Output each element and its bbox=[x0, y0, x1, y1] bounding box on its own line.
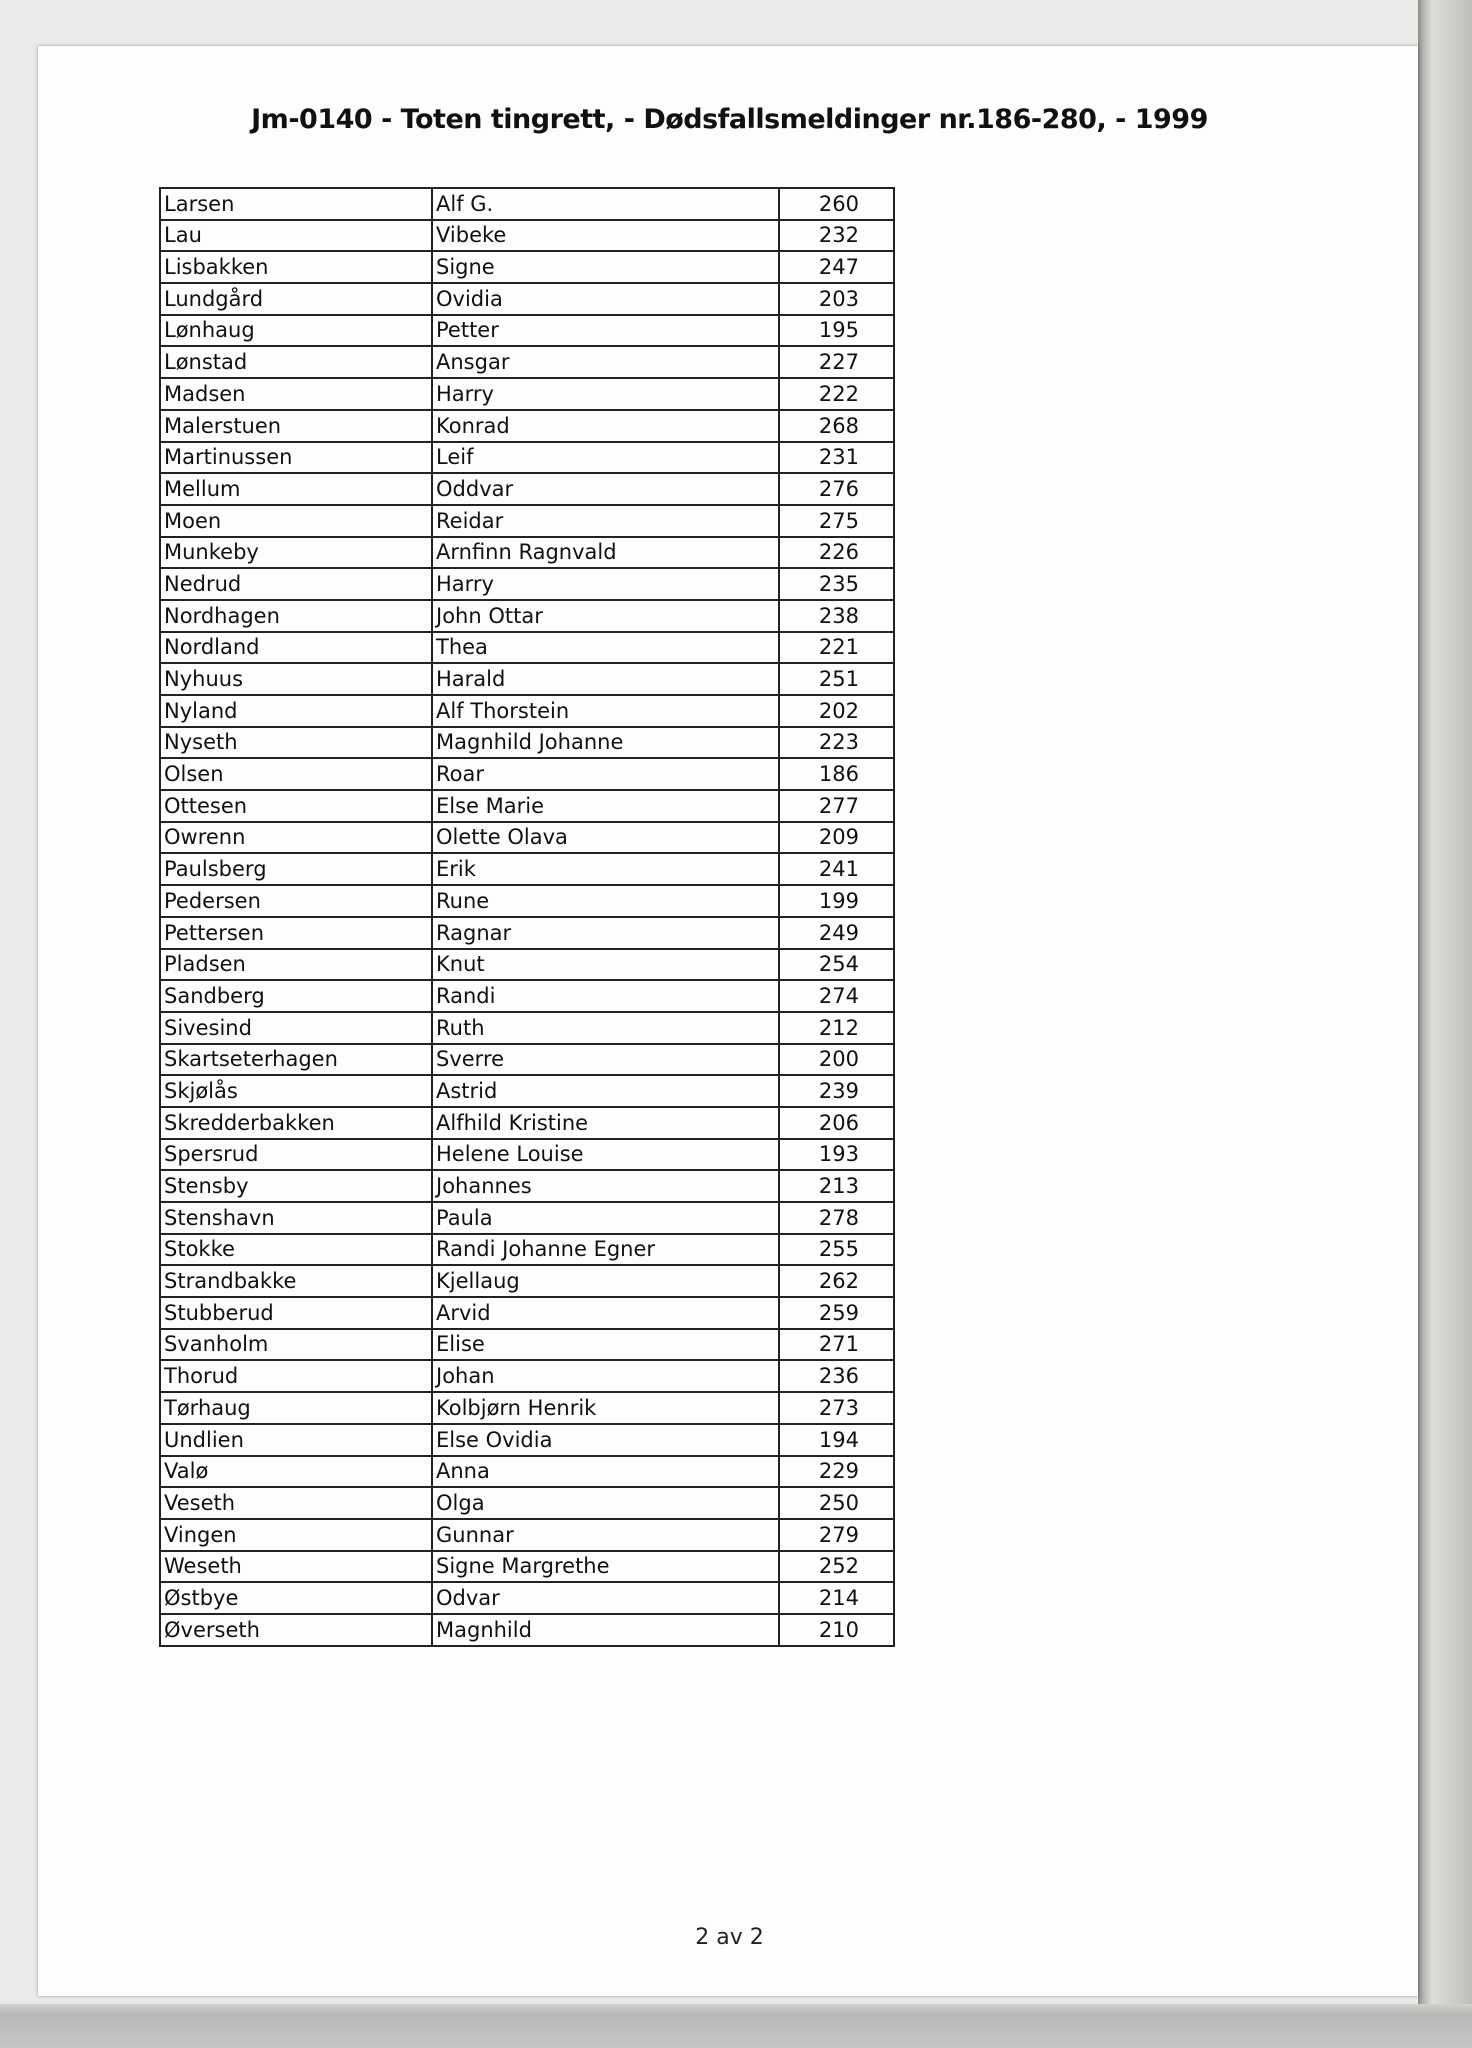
given-name-cell: Randi bbox=[432, 980, 779, 1012]
notice-number-cell: 247 bbox=[779, 251, 894, 283]
given-name-cell: Signe bbox=[432, 251, 779, 283]
notice-number-cell: 221 bbox=[779, 632, 894, 664]
table-row bbox=[160, 1424, 894, 1456]
given-name-cell: Konrad bbox=[432, 410, 779, 442]
table-row bbox=[160, 885, 894, 917]
document-title: Jm-0140 - Toten tingrett, - Dødsfallsmeldinger nr.186-280, - 1999 bbox=[251, 104, 1208, 135]
surname-cell: Nyland bbox=[160, 695, 432, 727]
notice-number-cell: 223 bbox=[779, 727, 894, 759]
notice-number-cell: 213 bbox=[779, 1170, 894, 1202]
notice-number-cell: 209 bbox=[779, 822, 894, 854]
given-name-cell: Johannes bbox=[432, 1170, 779, 1202]
table-row bbox=[160, 568, 894, 600]
notice-number-cell: 202 bbox=[779, 695, 894, 727]
table-body bbox=[160, 188, 894, 1646]
given-name-cell: Ansgar bbox=[432, 346, 779, 378]
table-row bbox=[160, 537, 894, 569]
given-name-cell: Harald bbox=[432, 663, 779, 695]
notice-number-cell: 199 bbox=[779, 885, 894, 917]
surname-cell: Undlien bbox=[160, 1424, 432, 1456]
table-row bbox=[160, 473, 894, 505]
given-name-cell: Paula bbox=[432, 1202, 779, 1234]
notice-number-cell: 210 bbox=[779, 1614, 894, 1646]
given-name-cell: Randi Johanne Egner bbox=[432, 1234, 779, 1266]
notice-number-cell: 262 bbox=[779, 1265, 894, 1297]
notice-number-cell: 235 bbox=[779, 568, 894, 600]
notice-number-cell: 268 bbox=[779, 410, 894, 442]
table-row bbox=[160, 1392, 894, 1424]
table-row bbox=[160, 251, 894, 283]
notice-number-cell: 249 bbox=[779, 917, 894, 949]
given-name-cell: Arvid bbox=[432, 1297, 779, 1329]
notice-number-cell: 203 bbox=[779, 283, 894, 315]
notice-number-cell: 194 bbox=[779, 1424, 894, 1456]
table-row bbox=[160, 917, 894, 949]
surname-cell: Vingen bbox=[160, 1519, 432, 1551]
table-row bbox=[160, 1139, 894, 1171]
notice-number-cell: 259 bbox=[779, 1297, 894, 1329]
surname-cell: Nyseth bbox=[160, 727, 432, 759]
table-row bbox=[160, 1202, 894, 1234]
notice-number-cell: 222 bbox=[779, 378, 894, 410]
table-row bbox=[160, 632, 894, 664]
notice-number-cell: 275 bbox=[779, 505, 894, 537]
notice-number-cell: 276 bbox=[779, 473, 894, 505]
given-name-cell: Else Marie bbox=[432, 790, 779, 822]
table-row bbox=[160, 1551, 894, 1583]
given-name-cell: John Ottar bbox=[432, 600, 779, 632]
surname-cell: Nyhuus bbox=[160, 663, 432, 695]
given-name-cell: Olette Olava bbox=[432, 822, 779, 854]
table-row bbox=[160, 410, 894, 442]
surname-cell: Stokke bbox=[160, 1234, 432, 1266]
table-row bbox=[160, 283, 894, 315]
table-row bbox=[160, 1265, 894, 1297]
notice-number-cell: 278 bbox=[779, 1202, 894, 1234]
surname-cell: Nedrud bbox=[160, 568, 432, 600]
notice-number-cell: 277 bbox=[779, 790, 894, 822]
surname-cell: Valø bbox=[160, 1456, 432, 1488]
given-name-cell: Thea bbox=[432, 632, 779, 664]
notice-number-cell: 241 bbox=[779, 853, 894, 885]
given-name-cell: Arnfinn Ragnvald bbox=[432, 537, 779, 569]
given-name-cell: Astrid bbox=[432, 1075, 779, 1107]
given-name-cell: Johan bbox=[432, 1360, 779, 1392]
notice-number-cell: 252 bbox=[779, 1551, 894, 1583]
given-name-cell: Harry bbox=[432, 568, 779, 600]
notice-number-cell: 193 bbox=[779, 1139, 894, 1171]
given-name-cell: Reidar bbox=[432, 505, 779, 537]
given-name-cell: Petter bbox=[432, 315, 779, 347]
table-row bbox=[160, 1044, 894, 1076]
notice-number-cell: 274 bbox=[779, 980, 894, 1012]
surname-cell: Nordhagen bbox=[160, 600, 432, 632]
table-row bbox=[160, 1456, 894, 1488]
table-row bbox=[160, 1234, 894, 1266]
surname-cell: Stenshavn bbox=[160, 1202, 432, 1234]
surname-cell: Veseth bbox=[160, 1487, 432, 1519]
notice-number-cell: 186 bbox=[779, 758, 894, 790]
surname-cell: Martinussen bbox=[160, 442, 432, 474]
given-name-cell: Ovidia bbox=[432, 283, 779, 315]
given-name-cell: Else Ovidia bbox=[432, 1424, 779, 1456]
given-name-cell: Erik bbox=[432, 853, 779, 885]
death-notices-table bbox=[159, 187, 895, 1647]
given-name-cell: Signe Margrethe bbox=[432, 1551, 779, 1583]
table-row bbox=[160, 1582, 894, 1614]
given-name-cell: Magnhild Johanne bbox=[432, 727, 779, 759]
surname-cell: Lundgård bbox=[160, 283, 432, 315]
given-name-cell: Anna bbox=[432, 1456, 779, 1488]
surname-cell: Skartseterhagen bbox=[160, 1044, 432, 1076]
given-name-cell: Harry bbox=[432, 378, 779, 410]
notice-number-cell: 229 bbox=[779, 1456, 894, 1488]
scan-bottom-edge bbox=[0, 2004, 1472, 2048]
given-name-cell: Rune bbox=[432, 885, 779, 917]
notice-number-cell: 273 bbox=[779, 1392, 894, 1424]
given-name-cell: Alf Thorstein bbox=[432, 695, 779, 727]
notice-number-cell: 212 bbox=[779, 1012, 894, 1044]
given-name-cell: Leif bbox=[432, 442, 779, 474]
surname-cell: Pladsen bbox=[160, 949, 432, 981]
table-row bbox=[160, 315, 894, 347]
notice-number-cell: 227 bbox=[779, 346, 894, 378]
table-row bbox=[160, 505, 894, 537]
table-row bbox=[160, 1297, 894, 1329]
given-name-cell: Gunnar bbox=[432, 1519, 779, 1551]
table-row bbox=[160, 442, 894, 474]
notice-number-cell: 206 bbox=[779, 1107, 894, 1139]
given-name-cell: Olga bbox=[432, 1487, 779, 1519]
surname-cell: Lisbakken bbox=[160, 251, 432, 283]
given-name-cell: Vibeke bbox=[432, 220, 779, 252]
table-row bbox=[160, 1075, 894, 1107]
notice-number-cell: 214 bbox=[779, 1582, 894, 1614]
given-name-cell: Ruth bbox=[432, 1012, 779, 1044]
given-name-cell: Magnhild bbox=[432, 1614, 779, 1646]
notice-number-cell: 200 bbox=[779, 1044, 894, 1076]
notice-number-cell: 250 bbox=[779, 1487, 894, 1519]
notice-number-cell: 195 bbox=[779, 315, 894, 347]
surname-cell: Stubberud bbox=[160, 1297, 432, 1329]
given-name-cell: Kolbjørn Henrik bbox=[432, 1392, 779, 1424]
table-row bbox=[160, 663, 894, 695]
surname-cell: Sivesind bbox=[160, 1012, 432, 1044]
notice-number-cell: 231 bbox=[779, 442, 894, 474]
page-number: 2 av 2 bbox=[695, 1925, 764, 1950]
table-row bbox=[160, 1519, 894, 1551]
table-row bbox=[160, 378, 894, 410]
surname-cell: Pedersen bbox=[160, 885, 432, 917]
table-row bbox=[160, 695, 894, 727]
given-name-cell: Helene Louise bbox=[432, 1139, 779, 1171]
surname-cell: Paulsberg bbox=[160, 853, 432, 885]
surname-cell: Olsen bbox=[160, 758, 432, 790]
surname-cell: Moen bbox=[160, 505, 432, 537]
table-row bbox=[160, 1329, 894, 1361]
surname-cell: Lønstad bbox=[160, 346, 432, 378]
table-row bbox=[160, 727, 894, 759]
notice-number-cell: 236 bbox=[779, 1360, 894, 1392]
table-row bbox=[160, 1360, 894, 1392]
table-row bbox=[160, 1170, 894, 1202]
surname-cell: Skredderbakken bbox=[160, 1107, 432, 1139]
surname-cell: Svanholm bbox=[160, 1329, 432, 1361]
given-name-cell: Sverre bbox=[432, 1044, 779, 1076]
given-name-cell: Oddvar bbox=[432, 473, 779, 505]
table-row bbox=[160, 853, 894, 885]
notice-number-cell: 226 bbox=[779, 537, 894, 569]
given-name-cell: Kjellaug bbox=[432, 1265, 779, 1297]
table-row bbox=[160, 1107, 894, 1139]
notice-number-cell: 254 bbox=[779, 949, 894, 981]
given-name-cell: Knut bbox=[432, 949, 779, 981]
surname-cell: Sandberg bbox=[160, 980, 432, 1012]
given-name-cell: Alf G. bbox=[432, 188, 779, 220]
table-row bbox=[160, 600, 894, 632]
table-row bbox=[160, 1614, 894, 1646]
surname-cell: Nordland bbox=[160, 632, 432, 664]
notice-number-cell: 255 bbox=[779, 1234, 894, 1266]
given-name-cell: Ragnar bbox=[432, 917, 779, 949]
table-row bbox=[160, 220, 894, 252]
surname-cell: Munkeby bbox=[160, 537, 432, 569]
surname-cell: Thorud bbox=[160, 1360, 432, 1392]
table-row bbox=[160, 346, 894, 378]
notice-number-cell: 279 bbox=[779, 1519, 894, 1551]
surname-cell: Østbye bbox=[160, 1582, 432, 1614]
table-row bbox=[160, 980, 894, 1012]
surname-cell: Mellum bbox=[160, 473, 432, 505]
notice-number-cell: 271 bbox=[779, 1329, 894, 1361]
table-row bbox=[160, 188, 894, 220]
surname-cell: Stensby bbox=[160, 1170, 432, 1202]
surname-cell: Spersrud bbox=[160, 1139, 432, 1171]
surname-cell: Øverseth bbox=[160, 1614, 432, 1646]
surname-cell: Skjølås bbox=[160, 1075, 432, 1107]
notice-number-cell: 239 bbox=[779, 1075, 894, 1107]
table-row bbox=[160, 822, 894, 854]
notice-number-cell: 238 bbox=[779, 600, 894, 632]
given-name-cell: Roar bbox=[432, 758, 779, 790]
notice-number-cell: 251 bbox=[779, 663, 894, 695]
surname-cell: Larsen bbox=[160, 188, 432, 220]
table-row bbox=[160, 1012, 894, 1044]
table-row bbox=[160, 1487, 894, 1519]
surname-cell: Owrenn bbox=[160, 822, 432, 854]
surname-cell: Malerstuen bbox=[160, 410, 432, 442]
surname-cell: Lau bbox=[160, 220, 432, 252]
surname-cell: Ottesen bbox=[160, 790, 432, 822]
given-name-cell: Alfhild Kristine bbox=[432, 1107, 779, 1139]
table-row bbox=[160, 758, 894, 790]
notice-number-cell: 260 bbox=[779, 188, 894, 220]
surname-cell: Weseth bbox=[160, 1551, 432, 1583]
surname-cell: Tørhaug bbox=[160, 1392, 432, 1424]
table-row bbox=[160, 949, 894, 981]
surname-cell: Lønhaug bbox=[160, 315, 432, 347]
table-row bbox=[160, 790, 894, 822]
notice-number-cell: 232 bbox=[779, 220, 894, 252]
given-name-cell: Odvar bbox=[432, 1582, 779, 1614]
surname-cell: Pettersen bbox=[160, 917, 432, 949]
surname-cell: Strandbakke bbox=[160, 1265, 432, 1297]
given-name-cell: Elise bbox=[432, 1329, 779, 1361]
surname-cell: Madsen bbox=[160, 378, 432, 410]
binder-edge bbox=[1418, 0, 1472, 2048]
